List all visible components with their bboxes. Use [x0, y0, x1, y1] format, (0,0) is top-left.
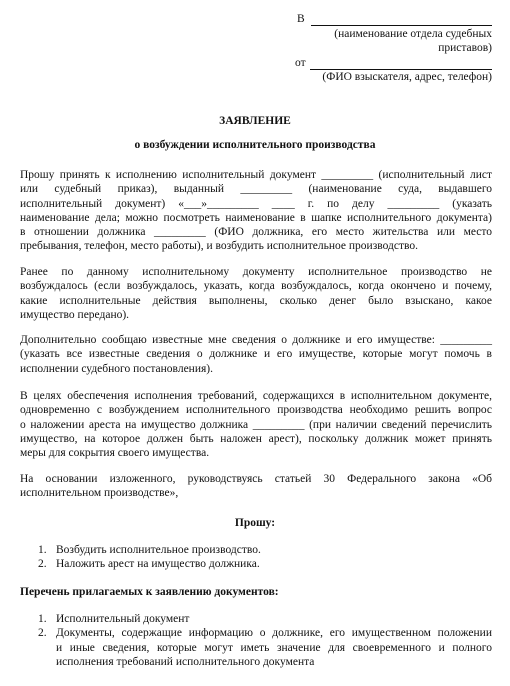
- text-line: о наложении ареста на имущество должника _________ (при наличии сведений перечислить: [20, 418, 492, 431]
- addressee-note-2: приставов): [438, 42, 492, 54]
- text-line: Прошу принять к исполнению исполнительный документ _________ (исполнительный лист: [20, 169, 492, 181]
- paragraph-request: [20, 168, 492, 254]
- text-line: Дополнительно сообщаю известные мне сведения о должнике и его имуществе: _________: [20, 334, 492, 346]
- sender-note: (ФИО взыскателя, адрес, телефон): [322, 71, 492, 83]
- sender-blank: [310, 57, 492, 70]
- request-list: [38, 543, 492, 572]
- text-line: одновременно с возбуждением исполнительного производства необходимо решить вопрос: [20, 404, 492, 417]
- list-item-text: Исполнительный документ: [56, 613, 190, 625]
- addressee-note-1: (наименование отдела судебных: [334, 28, 492, 40]
- list-item-text: и иные сведения, которые могут иметь значение для своевременного и полного: [56, 641, 492, 654]
- list-item-number: 2.: [38, 558, 47, 571]
- list-item: [38, 626, 492, 669]
- text-line: Ранее по данному исполнительному документу исполнительное производство не: [20, 266, 492, 278]
- list-item: [38, 612, 492, 626]
- paragraph-debtor-info: [20, 333, 492, 376]
- text-line: возбуждалось (если возбуждалось, указать, когда возбуждалось, когда окончено и почему,: [20, 280, 492, 293]
- text-line: На основании изложенного, руководствуясь статьей 30 Федерального закона «Об: [20, 473, 492, 485]
- list-item-text: Наложить арест на имущество должника.: [56, 558, 260, 571]
- list-item-number: 1.: [38, 613, 47, 625]
- list-item-text: Документы, содержащие информацию о должнике, его имущественном положении: [56, 627, 492, 640]
- addressee-line: [297, 12, 492, 26]
- text-line: в отношении должника _________ (ФИО должника, его место жительства или место: [20, 226, 492, 239]
- sender-line: [295, 56, 492, 70]
- request-heading: Прошу:: [234, 517, 276, 529]
- text-line: или судебный приказ), выданный _________ (наименование суда, выдавшего: [20, 183, 492, 196]
- text-line: исполнительном производстве»,: [20, 487, 179, 500]
- attachments-heading: Перечень прилагаемых к заявлению документов:: [20, 586, 279, 598]
- text-line: какие исполнительные действия выполнены, сколько денег было взыскано, какое: [20, 294, 492, 307]
- text-line: меры для сокрытия своего имущества.: [20, 447, 210, 460]
- text-line: исполнительный документ) «___»_________ ____ г. по делу _________ (указать: [20, 197, 492, 210]
- text-line: пребывания, телефон, место работы), и возбудить исполнительное производство.: [20, 240, 418, 253]
- addressee-blank: [311, 13, 492, 26]
- list-item: [38, 543, 492, 557]
- paragraph-legal-basis: [20, 472, 492, 501]
- paragraph-prior-proceedings: [20, 265, 492, 322]
- text-line: В целях обеспечения исполнения требований, содержащихся в исполнительном документе,: [20, 390, 492, 402]
- text-line: наименование дела; можно посмотреть наименование в шапке исполнительного документа): [20, 211, 492, 224]
- sender-prefix: от: [295, 57, 306, 69]
- list-item: [38, 557, 492, 571]
- document-subtitle: о возбуждении исполнительного производства: [134, 139, 376, 151]
- attachments-list: [38, 612, 492, 669]
- text-line: (указать все известные сведения о должнике и его имуществе, которые могут помочь в: [20, 348, 492, 361]
- addressee-prefix: В: [297, 13, 305, 25]
- list-item-text: исполнения требований исполнительного документа: [56, 655, 315, 668]
- list-item-number: 1.: [38, 544, 47, 556]
- list-item-number: 2.: [38, 627, 47, 640]
- list-item-text: Возбудить исполнительное производство.: [56, 544, 261, 556]
- text-line: исполнении судебного постановления).: [20, 362, 213, 375]
- paragraph-arrest: [20, 389, 492, 460]
- text-line: имущество передано).: [20, 308, 130, 321]
- document-title: ЗАЯВЛЕНИЕ: [219, 115, 291, 127]
- text-line: имущество, на которое должен быть наложен арест), поскольку должник может принять: [20, 432, 492, 445]
